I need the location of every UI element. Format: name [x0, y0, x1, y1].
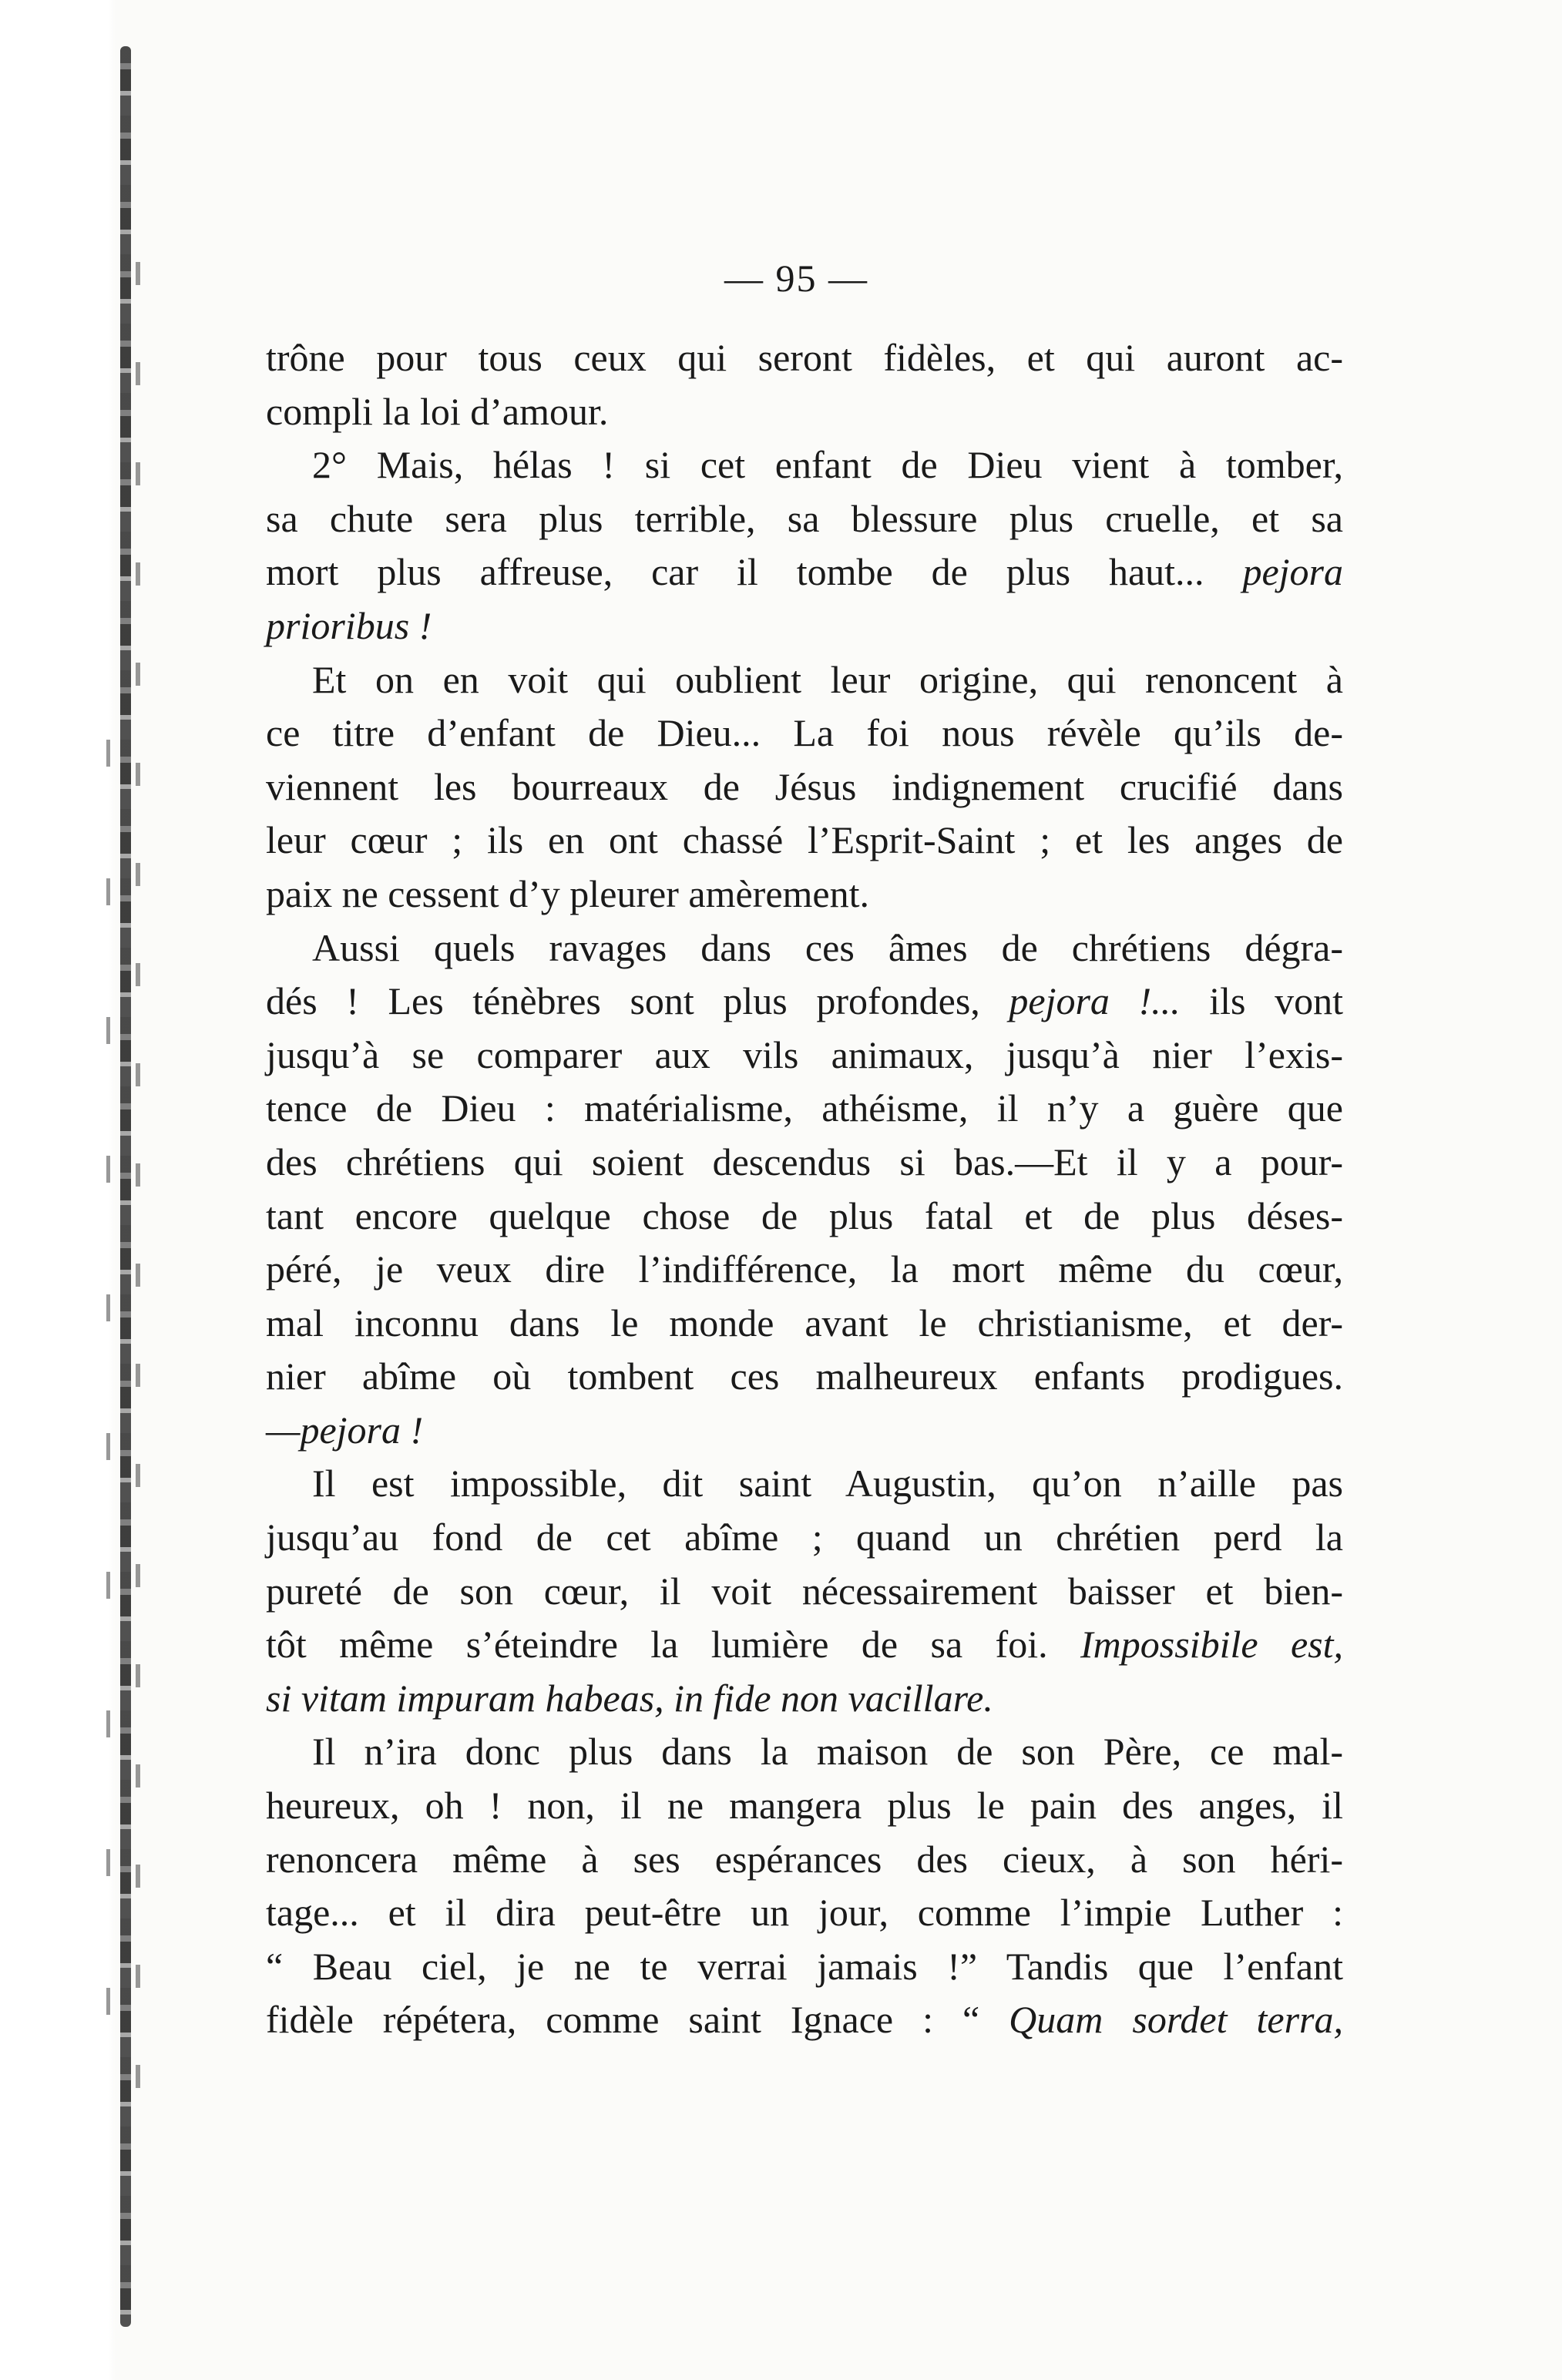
text-line	[266, 385, 1343, 439]
line-text: pureté de son cœur, il voit nécessairement baisser et bien-	[266, 1569, 1343, 1613]
text-line	[266, 1672, 1343, 1726]
line-text: trône pour tous ceux qui seront fidèles, et qui auront ac-	[266, 336, 1343, 379]
line-text: leur cœur ; ils en ont chassé l’Esprit-Saint ; et les anges de	[266, 818, 1343, 862]
text-line	[266, 438, 1343, 492]
line-text: tage... et il dira peut-être un jour, comme l’impie Luther :	[266, 1891, 1343, 1935]
italic-text: pejora	[1242, 550, 1343, 594]
text-line	[266, 1243, 1343, 1297]
line-text: compli la loi d’amour.	[266, 389, 609, 433]
text-line	[266, 1725, 1343, 1779]
page-number: — 95 —	[724, 257, 868, 300]
line-text: Et on en voit qui oublient leur origine, qui renoncent à	[312, 657, 1343, 701]
line-text: renoncera même à ses espérances des cieux, à son héri-	[266, 1837, 1343, 1881]
text-line	[266, 707, 1343, 760]
text-line	[266, 331, 1343, 385]
text-line	[266, 1779, 1343, 1833]
text-line	[266, 1297, 1343, 1351]
line-text: mal inconnu dans le monde avant le christianisme, et der-	[266, 1301, 1343, 1344]
italic-text: pejora !...	[1009, 979, 1181, 1023]
line-text: ce titre d’enfant de Dieu... La foi nous révèle qu’ils de-	[266, 711, 1343, 755]
text-line	[266, 1457, 1343, 1511]
text-line	[266, 545, 1343, 599]
line-text: paix ne cessent d’y pleurer amèrement.	[266, 871, 869, 915]
text-line	[266, 1833, 1343, 1887]
body-text	[266, 331, 1343, 2047]
line-text: heureux, oh ! non, il ne mangera plus le pain des anges, il	[266, 1784, 1343, 1828]
line-text: tence de Dieu : matérialisme, athéisme, il n’y a guère que	[266, 1086, 1343, 1130]
line-text: des chrétiens qui soient descendus si bas.—Et il y a pour-	[266, 1140, 1343, 1183]
text-line	[266, 868, 1343, 921]
italic-text: prioribus !	[266, 603, 432, 647]
text-line	[266, 1993, 1343, 2047]
line-text: nier abîme où tombent ces malheureux enfants prodigues.	[266, 1354, 1343, 1398]
line-text: jusqu’au fond de cet abîme ; quand un chrétien perd la	[266, 1516, 1343, 1559]
text-line	[266, 492, 1343, 546]
line-text: 2° Mais, hélas ! si cet enfant de Dieu vient à tomber,	[312, 443, 1343, 487]
line-text: Aussi quels ravages dans ces âmes de chrétiens dégra-	[312, 925, 1343, 969]
italic-text: Quam sordet terra,	[1009, 1998, 1344, 2042]
line-text: viennent les bourreaux de Jésus indignement crucifié dans	[266, 764, 1343, 808]
text-line	[266, 1618, 1343, 1672]
line-text: sa chute sera plus terrible, sa blessure plus cruelle, et sa	[266, 496, 1343, 540]
text-line	[266, 1350, 1343, 1404]
binding-edge-shadow	[136, 231, 140, 2157]
line-text: tôt même s’éteindre la lumière de sa foi.	[266, 1623, 1048, 1667]
text-line	[266, 814, 1343, 868]
text-line	[266, 1029, 1343, 1083]
text-line	[266, 1940, 1343, 1994]
text-line	[266, 1511, 1343, 1565]
page-gutter	[0, 0, 116, 2380]
text-line	[266, 975, 1343, 1029]
binding-edge-shadow	[106, 693, 110, 2080]
line-text: Il n’ira donc plus dans la maison de son Père, ce mal-	[312, 1730, 1343, 1774]
text-line	[266, 1082, 1343, 1136]
line-text: fidèle répétera, comme saint Ignace : “	[266, 1998, 980, 2042]
line-text: mort plus affreuse, car il tombe de plus haut...	[266, 550, 1204, 594]
line-text: jusqu’à se comparer aux vils animaux, jusqu’à nier l’exis-	[266, 1032, 1343, 1076]
text-line	[266, 1404, 1343, 1458]
text-line	[266, 1886, 1343, 1940]
italic-text: Impossibile est,	[1080, 1623, 1343, 1667]
line-text: ils vont	[1209, 979, 1343, 1023]
italic-text: si vitam impuram habeas, in fide non vacillare.	[266, 1676, 993, 1720]
text-line	[266, 653, 1343, 707]
binding-edge	[120, 46, 131, 2327]
text-line	[266, 1190, 1343, 1244]
line-text: dés ! Les ténèbres sont plus profondes,	[266, 979, 980, 1023]
line-text: Il est impossible, dit saint Augustin, qu’on n’aille pas	[312, 1462, 1343, 1506]
text-line	[266, 1136, 1343, 1190]
italic-text: —pejora !	[266, 1408, 424, 1452]
text-line	[266, 760, 1343, 814]
line-text: tant encore quelque chose de plus fatal et de plus déses-	[266, 1193, 1343, 1237]
line-text: “ Beau ciel, je ne te verrai jamais !” Tandis que l’enfant	[266, 1944, 1343, 1988]
text-line	[266, 599, 1343, 653]
text-line	[266, 921, 1343, 975]
text-line	[266, 1565, 1343, 1619]
line-text: péré, je veux dire l’indifférence, la mort même du cœur,	[266, 1247, 1343, 1291]
